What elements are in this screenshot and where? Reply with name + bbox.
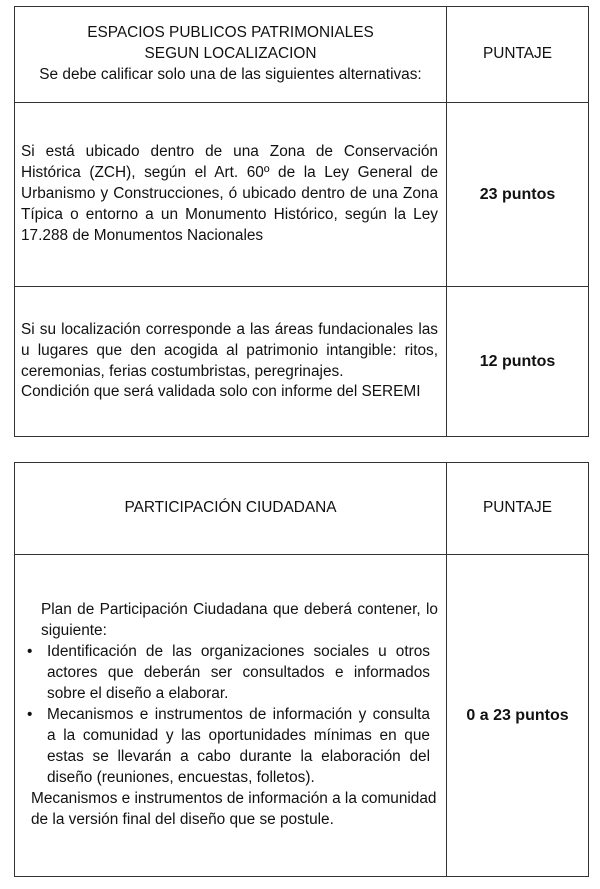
list-item-text: Identificación de las organizaciones sociales u otros actores que deberán ser consultados e informados sobre el diseño a elaborar.	[47, 643, 430, 703]
criteria-note: Condición que será validada solo con informe del SEREMI	[21, 383, 421, 401]
header-score-cell	[447, 463, 589, 555]
header-title-line1: ESPACIOS PUBLICOS PATRIMONIALES	[87, 24, 374, 42]
criteria-cell	[15, 103, 447, 287]
criteria-cell	[15, 555, 447, 877]
score-cell	[447, 287, 589, 437]
header-title: PARTICIPACIÓN CIUDADANA	[124, 499, 337, 517]
score-column-header: PUNTAJE	[483, 499, 552, 517]
header-instruction: Se debe calificar solo una de las siguientes alternativas:	[39, 65, 422, 83]
header-title-cell	[15, 463, 447, 555]
table-espacios-publicos	[14, 6, 589, 437]
list-item	[27, 642, 430, 705]
table-header-row	[15, 463, 589, 555]
table-row	[15, 103, 589, 287]
score-value: 23 puntos	[479, 185, 556, 203]
plan-intro: Plan de Participación Ciudadana que deberá contener, lo siguiente:	[41, 601, 438, 640]
header-title-cell	[15, 7, 447, 103]
table-row	[15, 287, 589, 437]
score-value: 12 puntos	[479, 352, 556, 370]
criteria-text: Si su localización corresponde a las áreas fundacionales las u lugares que den acogida al patrimonio intangible: ritos, ceremonias, ferias costumbristas, peregrinajes.	[21, 320, 438, 380]
score-column-header: PUNTAJE	[483, 45, 552, 63]
score-cell	[447, 555, 589, 877]
table-header-row	[15, 7, 589, 103]
criteria-text: Si está ubicado dentro de una Zona de Conservación Histórica (ZCH), según el Art. 60º de la Ley General de Urbanismo y Construcciones, ó ubicado dentro de una Zona Típica o entorno a un Monumento Histórico, según la Ley 17.288 de Monumentos Nacionales	[21, 143, 438, 244]
table-participacion-ciudadana	[14, 462, 589, 877]
bullet-icon: •	[27, 643, 33, 661]
table-row	[15, 555, 589, 877]
criteria-cell	[15, 287, 447, 437]
header-title-line2: SEGUN LOCALIZACION	[144, 45, 317, 63]
plan-closing: Mecanismos e instrumentos de información a la comunidad de la versión final del diseño que se postule.	[31, 789, 437, 828]
bullet-icon: •	[27, 706, 33, 724]
requirements-list	[21, 642, 438, 789]
list-item-text: Mecanismos e instrumentos de información y consulta a la comunidad y las oportunidades mínimas en que estas se llevarán a cabo durante la elaboración del diseño (reuniones, encuestas, folletos).	[47, 706, 430, 786]
score-value: 0 a 23 puntos	[466, 706, 569, 724]
score-cell	[447, 103, 589, 287]
list-item	[27, 705, 430, 789]
header-score-cell	[447, 7, 589, 103]
